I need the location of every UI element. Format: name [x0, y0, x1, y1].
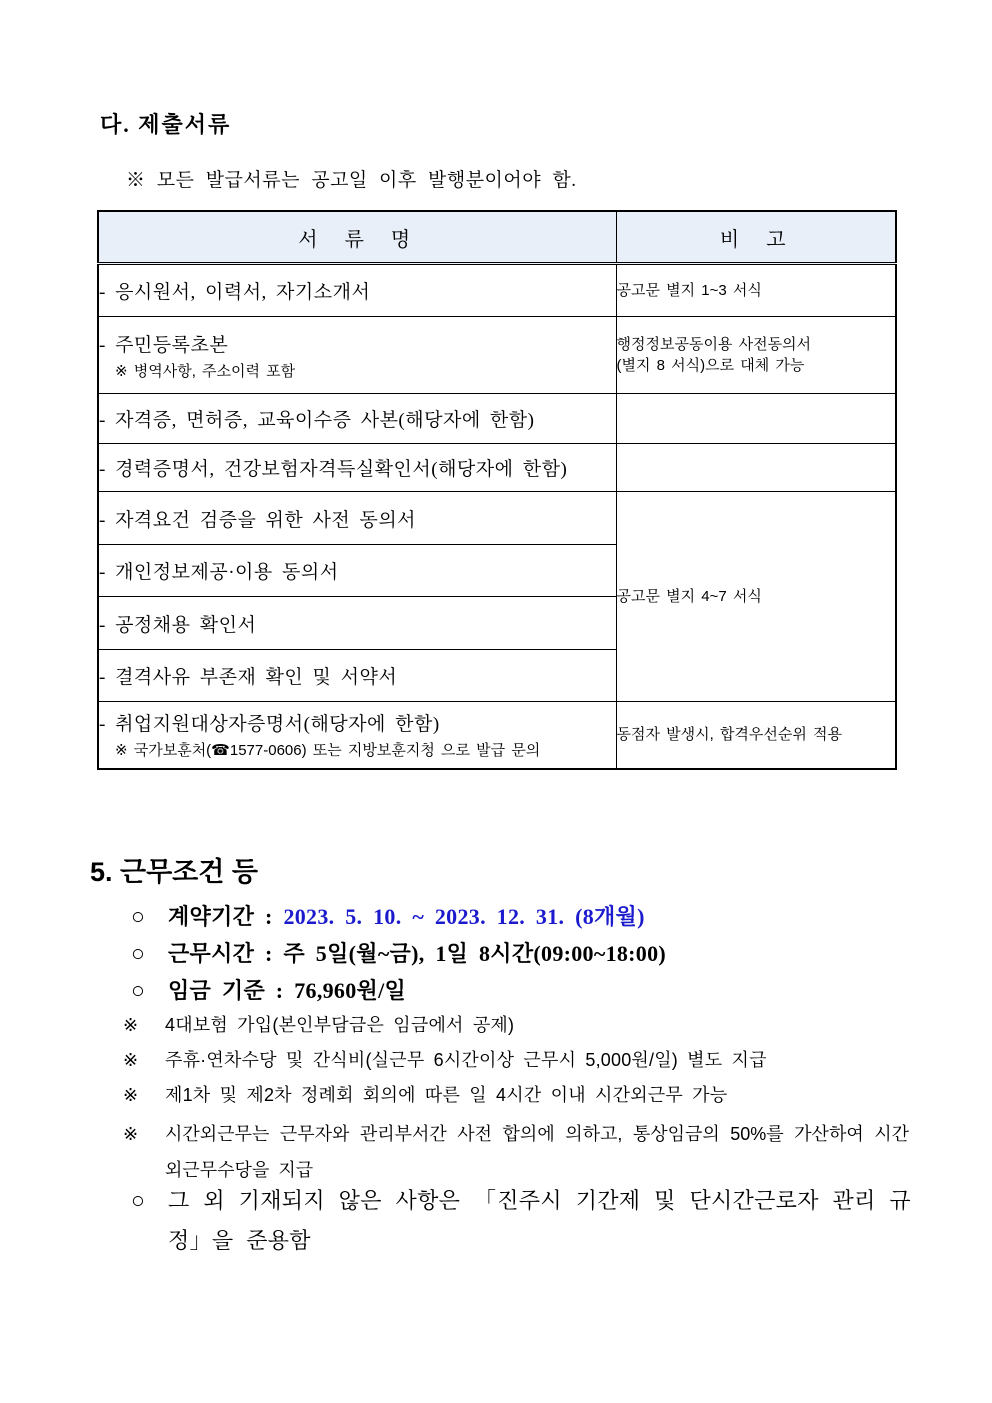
- remark-cell: [616, 444, 896, 492]
- remark-line: 행정정보공동이용 사전동의서: [616, 336, 812, 353]
- document-name: - 취업지원대상자증명서(해당자에 한함): [99, 714, 440, 736]
- document-name-cell: - 개인정보제공·이용 동의서: [98, 545, 616, 597]
- overtime-pay-note-text: 시간외근무는 근무자와 관리부서간 사전 합의에 의하고, 통상임금의 50%를 가산하여 시간외근무수당을 지급: [165, 1124, 909, 1180]
- section-c-note: ※ 모든 발급서류는 공고일 이후 발행분이어야 함.: [126, 170, 577, 191]
- insurance-note: [123, 1011, 514, 1037]
- table-row: [98, 444, 896, 492]
- remark-line: (별지 8 서식)으로 대체 가능: [616, 357, 805, 374]
- table-row: [98, 317, 896, 394]
- document-name-cell: - 공정채용 확인서: [98, 597, 616, 650]
- circle-bullet-icon: ○: [131, 1188, 146, 1213]
- wage-item: [131, 974, 406, 1005]
- overtime-possible-note: [123, 1081, 727, 1107]
- required-documents-table: [97, 210, 897, 770]
- work-hours-item: [131, 937, 666, 968]
- closing-text: 그 외 기재되지 않은 사항은 「진주시 기간제 및 단시간근로자 관리 규정」을 준용함: [168, 1188, 911, 1253]
- table-header-row: [98, 211, 896, 264]
- allowance-note-text: 주휴·연차수당 및 간식비(실근무 6시간이상 근무시 5,000원/일) 별도 지급: [165, 1050, 767, 1070]
- column-header-document-name: 서 류 명: [98, 211, 616, 264]
- wage-text: 임금 기준 : 76,960원/일: [168, 978, 407, 1003]
- document-name-cell: - 응시원서, 이력서, 자기소개서: [98, 264, 616, 317]
- circle-bullet-icon: ○: [131, 978, 146, 1003]
- insurance-note-text: 4대보험 가입(본인부담금은 임금에서 공제): [165, 1015, 515, 1035]
- table-row: [98, 492, 896, 545]
- closing-item: [131, 1181, 911, 1261]
- reference-mark-icon: ※: [123, 1085, 139, 1105]
- section-5-title: 5. 근무조건 등: [90, 857, 258, 887]
- circle-bullet-icon: ○: [131, 904, 146, 929]
- document-subnote: ※ 병역사항, 주소이력 포함: [115, 362, 296, 380]
- reference-mark-icon: ※: [123, 1050, 139, 1070]
- circle-bullet-icon: ○: [131, 941, 146, 966]
- document-subnote: ※ 국가보훈처(☎1577-0606) 또는 지방보훈지청 으로 발급 문의: [115, 742, 541, 760]
- merged-remark-cell: 공고문 별지 4~7 서식: [616, 492, 896, 702]
- contract-period-item: [131, 900, 645, 931]
- table-row: [98, 394, 896, 444]
- column-header-remark: 비 고: [616, 211, 896, 264]
- remark-cell: [616, 394, 896, 444]
- overtime-possible-note-text: 제1차 및 제2차 정례회 회의에 따른 일 4시간 이내 시간외근무 가능: [165, 1085, 728, 1105]
- document-name-cell: - 경력증명서, 건강보험자격득실확인서(해당자에 한함): [98, 444, 616, 492]
- reference-mark-icon: ※: [123, 1015, 139, 1035]
- document-name-cell: - 자격요건 검증을 위한 사전 동의서: [98, 492, 616, 545]
- document-name-cell: [98, 317, 616, 394]
- document-name-cell: - 자격증, 면허증, 교육이수증 사본(해당자에 한함): [98, 394, 616, 444]
- remark-cell: [616, 317, 896, 394]
- remark-cell: 공고문 별지 1~3 서식: [616, 264, 896, 317]
- contract-period-value: 2023. 5. 10. ~ 2023. 12. 31. (8개월): [283, 904, 645, 929]
- section-c-title: 다. 제출서류: [100, 112, 232, 137]
- table-row: [98, 702, 896, 769]
- contract-period-label: 계약기간 :: [168, 904, 284, 929]
- reference-mark-icon: ※: [123, 1124, 139, 1144]
- allowance-note: [123, 1046, 767, 1072]
- document-name: - 주민등록초본: [99, 334, 229, 356]
- remark-cell: 동점자 발생시, 합격우선순위 적용: [616, 702, 896, 769]
- table-row: [98, 264, 896, 317]
- document-name-cell: - 결격사유 부존재 확인 및 서약서: [98, 650, 616, 702]
- document-name-cell: [98, 702, 616, 769]
- overtime-pay-note: [123, 1116, 909, 1188]
- work-hours-text: 근무시간 : 주 5일(월~금), 1일 8시간(09:00~18:00): [168, 941, 667, 966]
